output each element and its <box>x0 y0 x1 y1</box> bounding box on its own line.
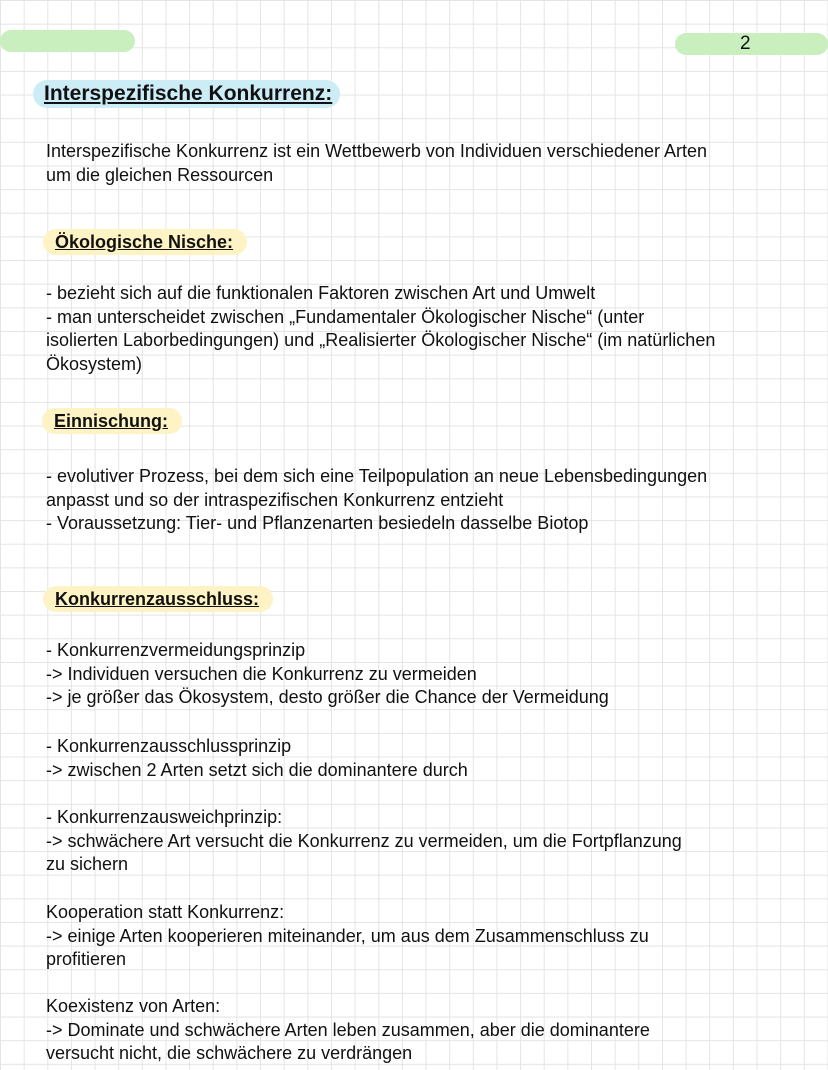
konkurrenzausweich-text: - Konkurrenzausweichprinzip: -> schwächere Art versucht die Konkurrenz zu vermeiden, um die Fortpflanzung zu sichern <box>46 807 682 875</box>
heading-einnischung: Einnischung: <box>42 408 182 434</box>
page-title: Interspezifische Konkurrenz: <box>33 80 340 108</box>
kooperation-text: Kooperation statt Konkurrenz: -> einige Arten kooperieren miteinander, um aus dem Zusammenschluss zu profitieren <box>46 902 649 970</box>
konkurrenzausschluss-text: - Konkurrenzausschlussprinzip -> zwischen 2 Arten setzt sich die dominantere durch <box>46 736 468 780</box>
konkurrenzvermeidung-text: - Konkurrenzvermeidungsprinzip -> Individuen versuchen die Konkurrenz zu vermeiden -> je größer das Ökosystem, desto größer die Chance der Vermeidung <box>46 640 609 708</box>
intro-text: Interspezifische Konkurrenz ist ein Wettbewerb von Individuen verschiedener Arten um die gleichen Ressourcen <box>46 141 708 185</box>
page-number: 2 <box>740 33 751 54</box>
heading-oekologische-nische: Ökologische Nische: <box>43 229 247 255</box>
oekologische-nische-text: - bezieht sich auf die funktionalen Faktoren zwischen Art und Umwelt - man unterscheidet zwischen „Fundamentaler Ökologischer Nische“ (unter isolierten Laborbedingungen) und „Realisierter Ökologischer Nische“ (im natürlichen Ökosystem) <box>46 283 716 375</box>
heading-konkurrenzausschluss: Konkurrenzausschluss: <box>43 586 273 612</box>
koexistenz-text: Koexistenz von Arten: -> Dominate und schwächere Arten leben zusammen, aber die dominantere versucht nicht, die schwächere zu verdrängen <box>46 996 650 1064</box>
einnischung-text: - evolutiver Prozess, bei dem sich eine Teilpopulation an neue Lebensbedingungen anpasst und so der intraspezifischen Konkurrenz entzieht - Voraussetzung: Tier- und Pflanzenarten besiedeln dasselbe Biotop <box>46 466 708 534</box>
highlight-tab-right <box>675 33 828 55</box>
highlight-tab-left <box>0 30 135 52</box>
